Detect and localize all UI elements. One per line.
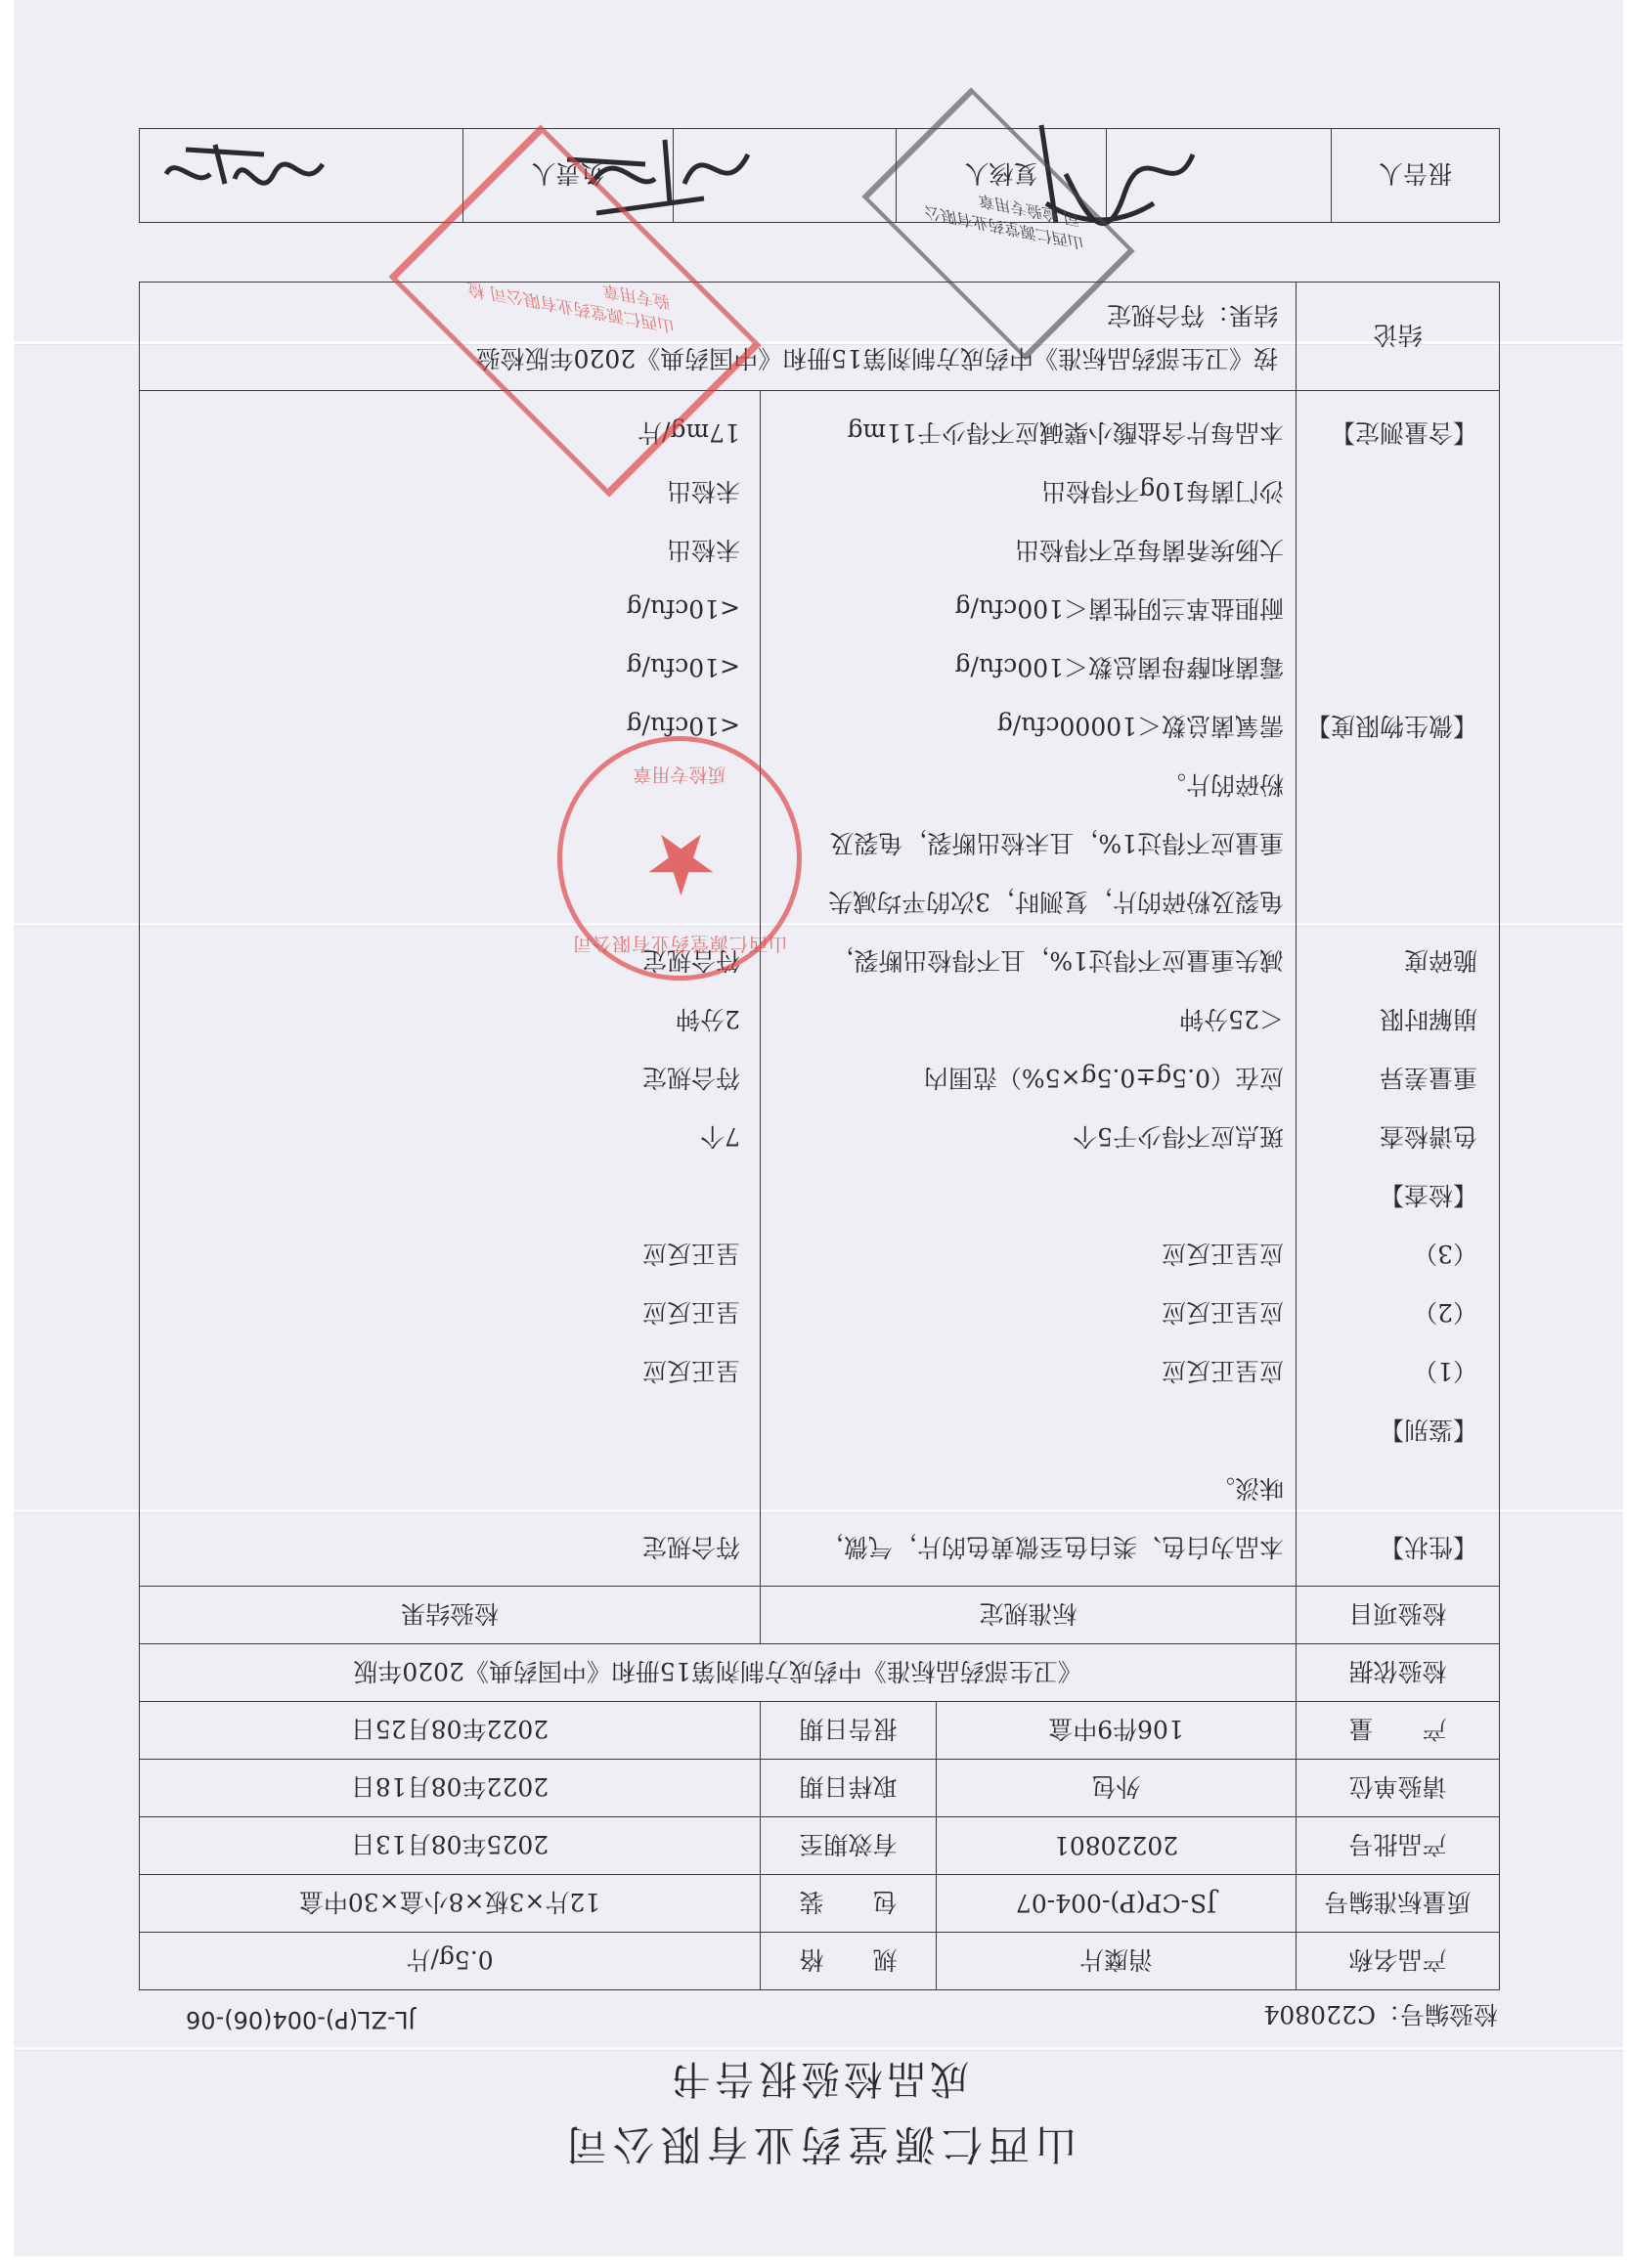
test-result [150,1400,740,1459]
stamp-text: 山西仁源堂药业有限公司 检验专用章 [465,278,677,335]
test-standard: 需氧菌总数＜10000cfu/g [996,712,1284,740]
test-item: 【检查】 [1379,1181,1477,1209]
table-row [140,1587,1500,1644]
test-item: 【含量测定】 [1330,418,1477,447]
test-result: 未检出 [666,536,740,564]
test-result: 呈正反应 [641,1240,740,1268]
test-standard [770,1165,1284,1224]
test-result: 符合规定 [641,946,740,975]
test-result [150,1165,740,1224]
test-standard: 沙门菌每10g不得检出 [1041,477,1284,505]
test-item: （2） [1413,1298,1477,1327]
test-result: 符合规定 [641,1064,740,1092]
output: 106件9中盒 [937,1702,1297,1760]
test-standard: 粉碎的片。 [1161,770,1284,799]
test-item: 【鉴别】 [1379,1416,1477,1444]
test-standard: 应在（0.5g±0.5g×5%）范围内 [923,1064,1284,1092]
results-column [140,391,761,1587]
stamp-text: 质检专用章 [633,763,726,785]
test-result: 呈正反应 [641,1357,740,1385]
report-date: 2022年08月25日 [140,1702,761,1760]
expiry: 2025年08月13日 [140,1817,761,1875]
standards-column [761,391,1297,1587]
product-name-label: 产品名称 [1297,1933,1500,1990]
test-standard: 味淡。 [1209,1474,1284,1503]
table-row [140,1702,1500,1760]
stamp-text: 山西仁源堂药业有限公司 [572,933,788,954]
conclusion-line: 按《卫生部药品标准》中药成方制剂第15册和《中国药典》2020年版检验 [475,344,1278,372]
test-result: 呈正反应 [641,1298,740,1327]
test-standard: 应呈正反应 [1161,1357,1284,1385]
sample-date: 2022年08月18日 [140,1760,761,1817]
reporter-signature-mark [156,135,332,203]
test-result [150,1459,740,1517]
test-item [1306,461,1477,520]
test-items-row [140,391,1500,1587]
test-standard: 减失重量应不得过1%，且不得检出断裂， [829,946,1284,975]
expiry-label: 有效期至 [761,1817,937,1875]
test-standard: 重量应不得过1%，且未检出断裂，龟裂及 [829,829,1284,857]
report-date-label: 报告日期 [761,1702,937,1760]
table-row [140,1644,1500,1702]
spec: 0.5g/片 [140,1933,761,1990]
test-result: 17mg/片 [638,418,740,447]
test-item [1306,755,1477,813]
inspection-number [1263,1998,1498,2033]
test-item [1306,1459,1477,1517]
sample-date-label: 取样日期 [761,1760,937,1817]
batch-label: 产品批号 [1297,1817,1500,1875]
test-item [1306,637,1477,696]
test-standard: 耐胆盐革兰阴性菌＜100cfu/g [954,594,1284,623]
test-result: 2分钟 [676,1005,740,1033]
test-standard: 大肠埃希菌每克不得检出 [1014,536,1284,564]
test-item [1306,520,1477,579]
dept: 外包 [937,1760,1297,1817]
spec-label: 规 格 [761,1933,937,1990]
test-result: <10cfu/g [626,594,740,623]
test-item [1306,579,1477,637]
test-item: （3） [1413,1240,1477,1268]
stamp-text: 山西仁源堂药业有限公司 检验专用章 [922,190,1085,252]
approver-label: 负责人 [463,129,674,223]
test-item: （1） [1413,1357,1477,1385]
reviewer-label: 复核人 [897,129,1107,223]
output-label: 产 量 [1297,1702,1500,1760]
round-quality-stamp [557,736,802,981]
test-item [1306,872,1477,931]
test-item: 色谱检查 [1379,1122,1477,1151]
test-item: 脆碎度 [1403,946,1477,975]
test-standard: 霉菌和酵母菌总数＜100cfu/g [954,653,1284,681]
paper-fold [14,2047,1623,2051]
package: 12片×3板×8小盒×30中盒 [140,1875,761,1933]
table-row [140,1933,1500,1990]
standard-no-label: 质量标准编号 [1297,1875,1500,1933]
test-item: 崩解时限 [1379,1005,1477,1033]
items-column [1297,391,1500,1587]
conclusion-row [140,283,1500,391]
standard-no: JS-CP(P)-004-07 [937,1875,1297,1933]
col-item-header: 检验项目 [1297,1587,1500,1644]
test-standard: 本品每片含盐酸小檗碱应不得少于11mg [847,418,1284,447]
conclusion-label: 结论 [1297,283,1500,391]
test-result: <10cfu/g [626,653,740,681]
table-row [140,129,1500,223]
test-result: 未检出 [666,477,740,505]
test-standard: 应呈正反应 [1161,1298,1284,1327]
report-paper [14,0,1623,2256]
test-item [1306,813,1477,872]
test-standard: 斑点应不得少于5个 [1073,1122,1284,1151]
test-standard: 应呈正反应 [1161,1240,1284,1268]
report-title: 成品检验报告书 [668,2056,969,2101]
test-item: 【性状】 [1379,1533,1477,1561]
basis: 《卫生部药品标准》中药成方制剂第15册和《中国药典》2020年版 [140,1644,1297,1702]
test-result: 符合规定 [641,1533,740,1561]
form-code: JL-ZL(P)-004(06)-06 [186,2006,416,2033]
col-standard-header: 标准规定 [761,1587,1297,1644]
test-item: 重量差异 [1379,1064,1477,1092]
col-result-header: 检验结果 [140,1587,761,1644]
basis-label: 检验依据 [1297,1644,1500,1702]
package-label: 包 装 [761,1875,937,1933]
table-row [140,1760,1500,1817]
inspection-number-label: 检验编号： [1375,2000,1498,2028]
test-standard: 本品为白色、类白色至微黄色的片，气微， [818,1533,1284,1561]
dept-label: 请验单位 [1297,1760,1500,1817]
table-row [140,1817,1500,1875]
inspection-number-value: C220804 [1263,2000,1376,2028]
test-standard: ＜25分钟 [1179,1005,1284,1033]
star-icon: ★ [642,814,719,912]
table-row [140,1875,1500,1933]
test-standard: 龟裂及粉碎的片，复测时，3次的平均减失 [828,888,1284,916]
conclusion-line: 结果：符合规定 [1106,301,1278,329]
company-name: 山西仁源堂药业有限公司 [560,2120,1077,2168]
signature-table [139,128,1500,223]
reporter-label: 报告人 [1332,129,1500,223]
batch: 20220801 [937,1817,1297,1875]
test-standard [770,1400,1284,1459]
test-item: 【微生物限度】 [1305,712,1477,740]
test-result: 7个 [700,1122,740,1151]
test-result: <10cfu/g [626,712,740,740]
report-table [139,282,1500,1990]
product-name: 消糜片 [937,1933,1297,1990]
